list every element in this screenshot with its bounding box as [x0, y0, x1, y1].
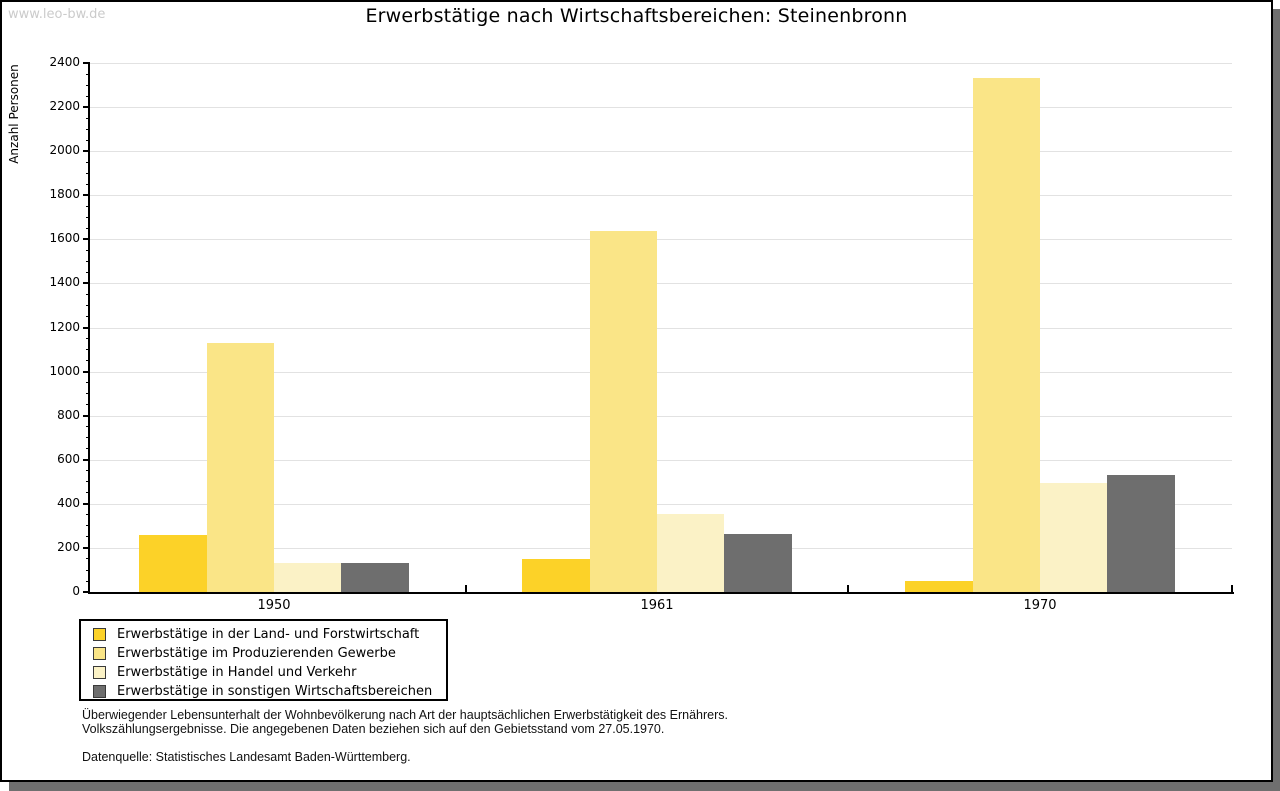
x-category-label: 1961	[640, 598, 674, 613]
y-minor-tick	[86, 217, 90, 218]
x-axis-line	[88, 592, 1234, 594]
y-tick-label: 600	[57, 451, 80, 466]
legend-label: Erwerbstätige in Handel und Verkehr	[117, 665, 357, 680]
y-minor-tick	[86, 437, 90, 438]
y-minor-tick	[86, 382, 90, 383]
y-major-tick	[83, 547, 90, 549]
y-minor-tick	[86, 316, 90, 317]
y-tick-label: 800	[57, 407, 80, 422]
gridline	[90, 63, 1232, 64]
gridline	[90, 107, 1232, 108]
y-major-tick	[83, 282, 90, 284]
legend-item	[87, 682, 446, 701]
drop-shadow-right	[1273, 9, 1280, 791]
y-minor-tick	[86, 360, 90, 361]
legend-item	[87, 644, 446, 663]
y-minor-tick	[86, 96, 90, 97]
y-tick-label: 1600	[49, 231, 80, 246]
y-major-tick	[83, 238, 90, 240]
y-major-tick	[83, 106, 90, 108]
y-minor-tick	[86, 74, 90, 75]
y-major-tick	[83, 459, 90, 461]
y-tick-label: 1800	[49, 187, 80, 202]
plot-area	[90, 63, 1232, 592]
y-minor-tick	[86, 570, 90, 571]
y-minor-tick	[86, 404, 90, 405]
bar	[724, 534, 791, 592]
legend	[79, 619, 448, 701]
y-major-tick	[83, 591, 90, 593]
legend-item	[87, 663, 446, 682]
gridline	[90, 151, 1232, 152]
gridline	[90, 283, 1232, 284]
y-minor-tick	[86, 470, 90, 471]
y-major-tick	[83, 62, 90, 64]
y-tick-label: 0	[72, 584, 80, 598]
x-category-label: 1970	[1023, 598, 1057, 613]
legend-label: Erwerbstätige in sonstigen Wirtschaftsbereichen	[117, 684, 433, 699]
legend-item	[87, 625, 446, 644]
x-boundary-tick	[847, 585, 849, 592]
y-tick-label: 200	[57, 539, 80, 554]
data-source: Datenquelle: Statistisches Landesamt Baden-Württemberg.	[82, 750, 411, 764]
footnote	[82, 709, 728, 736]
bar	[1107, 475, 1174, 592]
drop-shadow-bottom	[9, 782, 1280, 791]
y-major-tick	[83, 415, 90, 417]
bar	[207, 343, 274, 592]
legend-label: Erwerbstätige im Produzierenden Gewerbe	[117, 646, 396, 661]
bar	[139, 535, 206, 592]
footnote-line-2: Volkszählungsergebnisse. Die angegebenen Daten beziehen sich auf den Gebietsstand vom 27.05.1970.	[82, 721, 665, 736]
y-minor-tick	[86, 118, 90, 119]
y-minor-tick	[86, 129, 90, 130]
y-minor-tick	[86, 206, 90, 207]
bar	[1040, 483, 1107, 592]
y-major-tick	[83, 327, 90, 329]
x-boundary-tick	[465, 585, 467, 592]
x-category-label: 1950	[257, 598, 291, 613]
y-minor-tick	[86, 228, 90, 229]
y-minor-tick	[86, 426, 90, 427]
footnote-line-1: Überwiegender Lebensunterhalt der Wohnbevölkerung nach Art der hauptsächlichen Erwerbstätigkeit des Ernährers.	[82, 708, 728, 722]
x-boundary-tick	[1231, 585, 1233, 592]
legend-swatch	[93, 628, 106, 641]
bar	[590, 231, 657, 593]
y-minor-tick	[86, 393, 90, 394]
y-tick-label: 1200	[49, 319, 80, 334]
bar	[973, 78, 1040, 592]
gridline	[90, 195, 1232, 196]
bar	[341, 563, 408, 592]
legend-swatch	[93, 647, 106, 660]
y-minor-tick	[86, 338, 90, 339]
y-minor-tick	[86, 581, 90, 582]
y-axis-title: Anzahl Personen	[7, 64, 21, 164]
gridline	[90, 239, 1232, 240]
bar	[905, 581, 972, 592]
gridline	[90, 328, 1232, 329]
y-minor-tick	[86, 140, 90, 141]
bar	[522, 559, 589, 592]
bar	[657, 514, 724, 592]
y-tick-label: 1400	[49, 275, 80, 290]
y-minor-tick	[86, 448, 90, 449]
y-tick-label: 2200	[49, 99, 80, 114]
legend-label: Erwerbstätige in der Land- und Forstwirtschaft	[117, 627, 420, 642]
y-tick-label: 400	[57, 495, 80, 510]
y-minor-tick	[86, 481, 90, 482]
y-minor-tick	[86, 349, 90, 350]
y-minor-tick	[86, 305, 90, 306]
y-major-tick	[83, 503, 90, 505]
y-major-tick	[83, 194, 90, 196]
y-major-tick	[83, 371, 90, 373]
legend-swatch	[93, 666, 106, 679]
y-minor-tick	[86, 261, 90, 262]
y-minor-tick	[86, 173, 90, 174]
y-tick-label: 2400	[49, 55, 80, 69]
y-major-tick	[83, 150, 90, 152]
y-minor-tick	[86, 294, 90, 295]
legend-swatch	[93, 685, 106, 698]
y-minor-tick	[86, 514, 90, 515]
y-minor-tick	[86, 272, 90, 273]
y-minor-tick	[86, 85, 90, 86]
y-tick-label: 2000	[49, 143, 80, 158]
chart-title: Erwerbstätige nach Wirtschaftsbereichen: Steinenbronn	[365, 5, 908, 27]
y-minor-tick	[86, 525, 90, 526]
y-minor-tick	[86, 184, 90, 185]
y-minor-tick	[86, 536, 90, 537]
y-tick-label: 1000	[49, 363, 80, 378]
y-minor-tick	[86, 492, 90, 493]
y-minor-tick	[86, 162, 90, 163]
watermark: www.leo-bw.de	[8, 7, 106, 22]
y-minor-tick	[86, 250, 90, 251]
y-minor-tick	[86, 558, 90, 559]
bar	[274, 563, 341, 592]
